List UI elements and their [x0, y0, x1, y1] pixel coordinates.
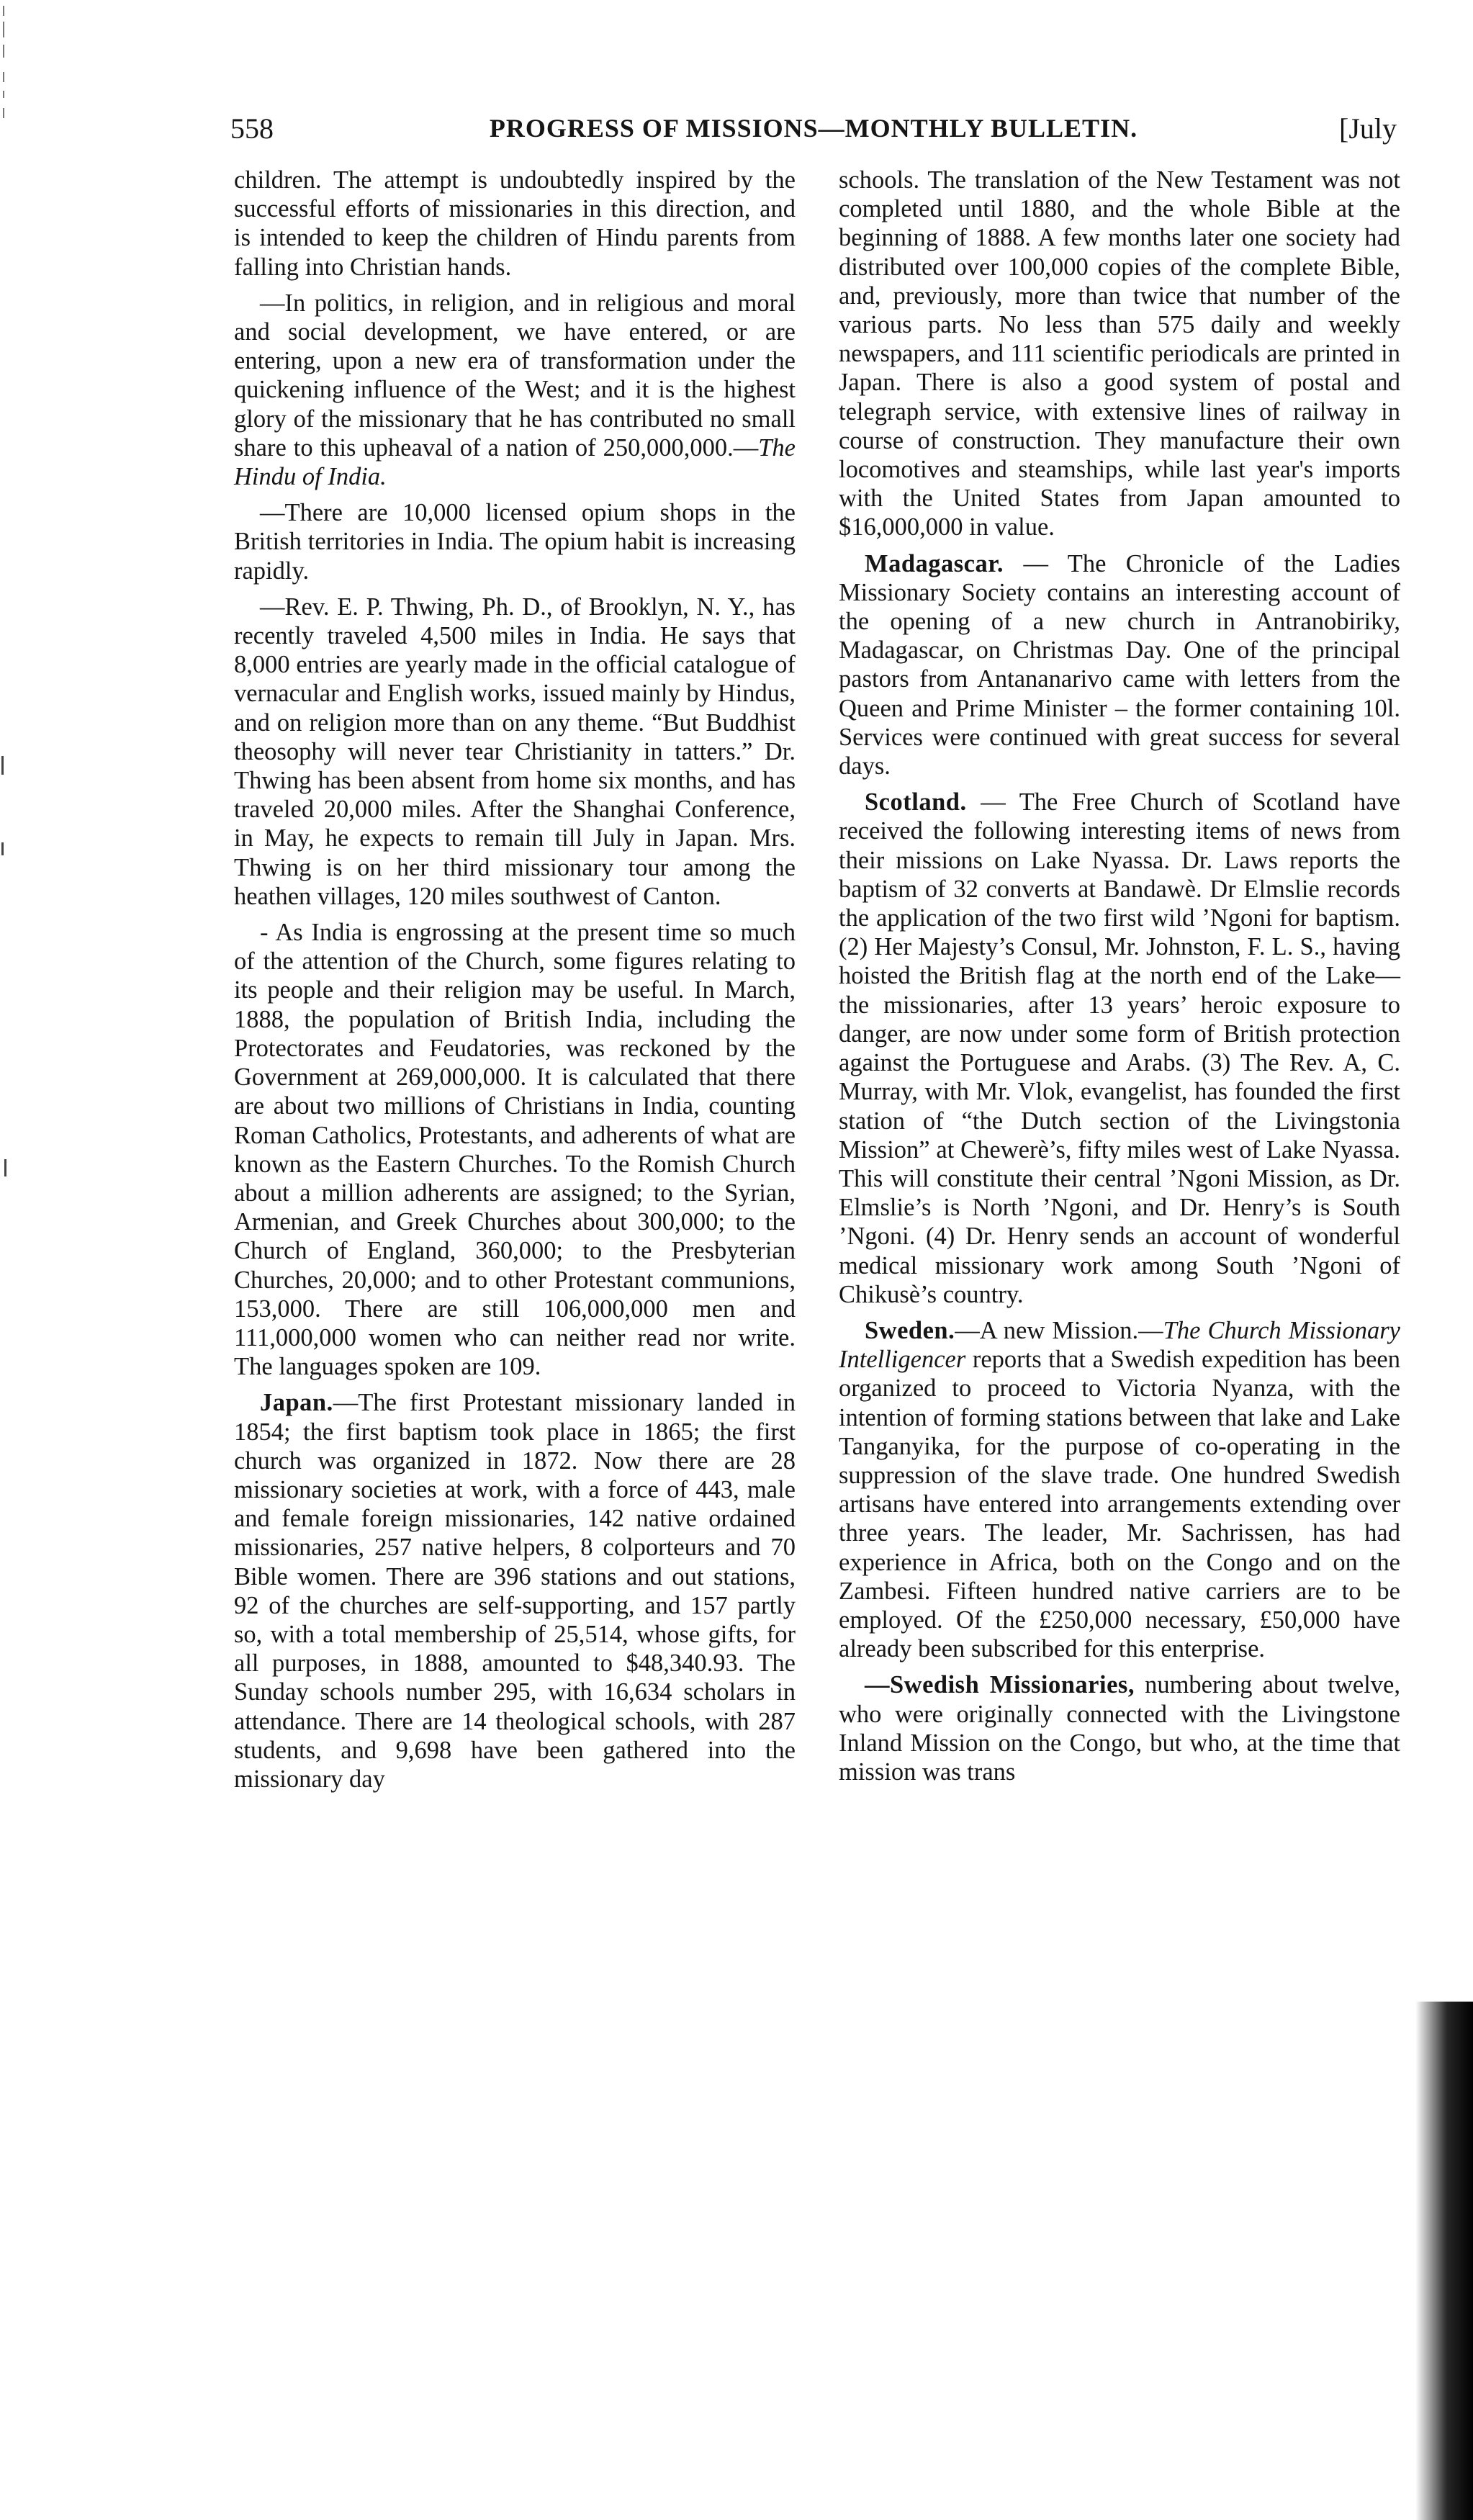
paragraph: Sweden.—A new Mission.—The Church Missionary Intelligencer reports that a Swedish expedition has been organized to proceed to Victoria Nyanza, with the intention of forming stations between that lake and Lake Tanganyika, for the purpose of co-operating in the suppression of the slave trade. One hundred Swedish artisans have entered into arrangements extending over three years. The leader, Mr. Sachrissen, has had experience in Africa, both on the Congo and on the Zambesi. Fifteen hundred native carriers are to be employed. Of the £250,000 necessary, £50,000 have already been subscribed for this enterprise.: [839, 1316, 1400, 1663]
source-citation: The Church Missionary Intelligencer: [839, 1316, 1400, 1374]
paragraph: Japan.—The first Protestant missionary landed in 1854; the first baptism took place in 1865; the first church was organized in 1872. Now there are 28 missionary societies at work, with a force of 443, male and female foreign missionaries, 142 native ordained missionaries, 257 native helpers, 8 colporteurs and 70 Bible women. There are 396 stations and out stations, 92 of the churches are self-supporting, and 157 partly so, with a total membership of 25,514, whose gifts, for all purposes, in 1888, amounted to $48,340.93. The Sunday schools number 295, with 16,634 scholars in attendance. There are 14 theological schools, with 287 students, and 9,698 have been gathered into the missionary day: [234, 1389, 796, 1793]
paragraph: schools. The translation of the New Testament was not completed until 1880, and the whole Bible at the beginning of 1888. A few months later one society had distributed over 100,000 copies of the complete Bible, and, previously, more than twice that number of the various parts. No less than 575 daily and weekly newspapers, and 111 scientific periodicals are printed in Japan. There is also a good system of postal and telegraph service, with extensive lines of railway in course of construction. They manufacture their own locomotives and steamships, while last year's imports with the United States from Japan amounted to $16,000,000 in value.: [839, 166, 1400, 541]
section-heading: —Swedish Missionaries,: [865, 1671, 1135, 1699]
section-heading: Scotland.: [865, 788, 967, 816]
paragraph: children. The attempt is undoubtedly inspired by the successful efforts of missionaries in this direction, and is intended to keep the children of Hindu parents from falling into Christian hands.: [234, 166, 796, 281]
paragraph: Scotland. — The Free Church of Scotland have received the following interesting items of news from their missions on Lake Nyassa. Dr. Laws reports the baptism of 32 converts at Bandawè. Dr Elmslie records the application of the two first wild ’Ngoni for baptism. (2) Her Majesty’s Consul, Mr. Johnston, F. L. S., having hoisted the British flag at the north end of the Lake—the missionaries, after 13 years’ heroic exposure to danger, are now under some form of British protection against the Portuguese and Arabs. (3) The Rev. A, C. Murray, with Mr. Vlok, evangelist, has founded the first station of “the Dutch section of the Livingstonia Mission” at Chewerè’s, fifty miles west of Lake Nyassa. This will constitute their central ’Ngoni Mission, as Dr. Elmslie’s is North ’Ngoni, and Dr. Henry’s is South ’Ngoni. (4) Dr. Henry sends an account of wonderful medical missionary work among South ’Ngoni of Chikusè’s country.: [839, 788, 1400, 1308]
paragraph: —In politics, in religion, and in religious and moral and social development, we have entered, or are entering, upon a new era of transformation under the quickening influence of the West; and it is the highest glory of the missionary that he has contributed no small share to this upheaval of a nation of 250,000,000.—The Hindu of India.: [234, 289, 796, 491]
running-head: PROGRESS OF MISSIONS—MONTHLY BULLETIN.: [489, 114, 1138, 143]
section-heading: Sweden.: [865, 1316, 955, 1344]
paragraph: Madagascar. — The Chronicle of the Ladies Missionary Society contains an interesting account of the opening of a new church in Antranobiriky, Madagascar, on Christmas Day. One of the principal pastors from Antananarivo came with letters from the Queen and Prime Minister – the former containing 10l. Services were continued with great success for several days.: [839, 549, 1400, 780]
paragraph: - As India is engrossing at the present time so much of the attention of the Church, some figures relating to its people and their religion may be useful. In March, 1888, the population of British India, including the Protectorates and Feudatories, was reckoned by the Government at 269,000,000. It is calculated that there are about two millions of Christians in India, counting Roman Catholics, Protestants, and adherents of what are known as the Eastern Churches. To the Romish Church about a million adherents are assigned; to the Syrian, Armenian, and Greek Churches about 300,000; to the Church of England, 360,000; to the Presbyterian Churches, 20,000; and to other Protestant communions, 153,000. There are still 106,000,000 men and 111,000,000 women who can neither read nor write. The languages spoken are 109.: [234, 919, 796, 1381]
left-column: [234, 166, 796, 1794]
right-column: [839, 166, 1400, 1786]
paragraph: —Rev. E. P. Thwing, Ph. D., of Brooklyn, N. Y., has recently traveled 4,500 miles in India. He says that 8,000 entries are yearly made in the official catalogue of vernacular and English works, issued mainly by Hindus, and on religion more than on any theme. “But Buddhist theosophy will never tear Christianity in tatters.” Dr. Thwing has been absent from home six months, and has traveled 20,000 miles. After the Shanghai Conference, in May, he expects to remain till July in Japan. Mrs. Thwing is on her third missionary tour among the heathen villages, 120 miles southwest of Canton.: [234, 593, 796, 910]
issue-month: [July: [1339, 112, 1397, 145]
page-number: 558: [230, 112, 274, 145]
paragraph: —Swedish Missionaries, numbering about twelve, who were originally connected with the Livingstone Inland Mission on the Congo, but who, at the time that mission was trans: [839, 1671, 1400, 1786]
section-heading: Madagascar.: [865, 549, 1004, 577]
binding-edge-marks: [0, 0, 12, 2520]
source-citation: The Hindu of India.: [234, 433, 796, 491]
page-edge-shadow: [1415, 2002, 1473, 2520]
page-header: [230, 112, 1397, 155]
gutter-marks: [0, 756, 16, 1188]
paragraph: —There are 10,000 licensed opium shops in the British territories in India. The opium habit is increasing rapidly.: [234, 499, 796, 585]
section-heading: Japan.: [260, 1389, 333, 1417]
